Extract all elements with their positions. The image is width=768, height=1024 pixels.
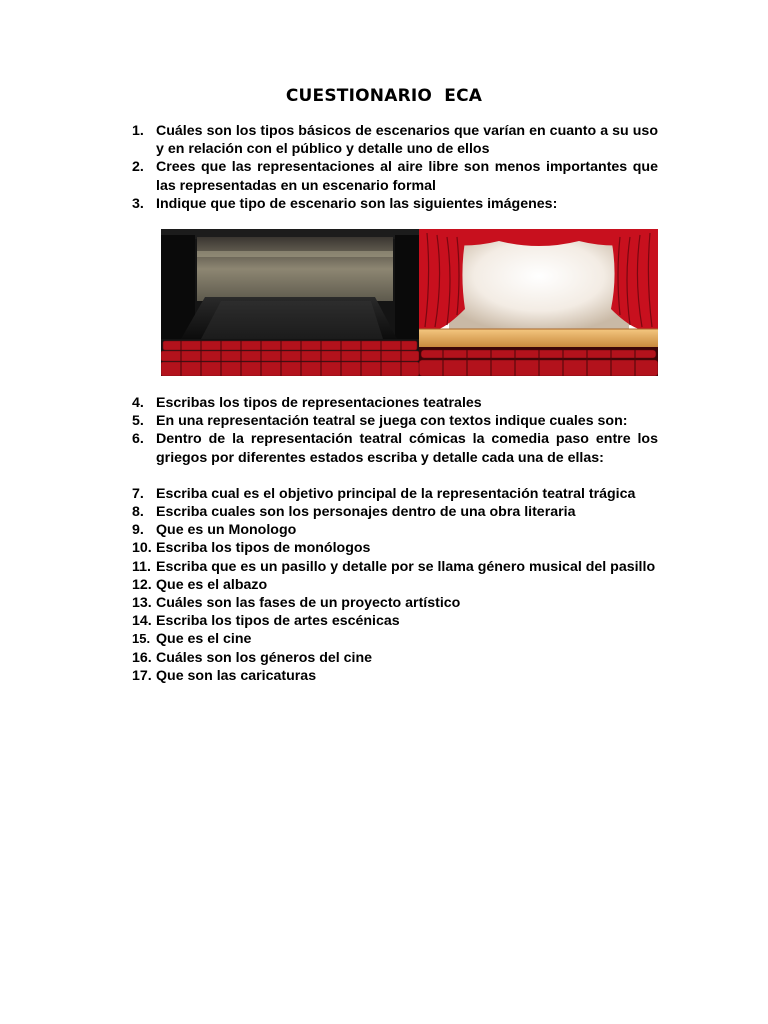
question-item — [132, 158, 658, 194]
question-list-part2 — [132, 394, 658, 685]
question-text: Escriba los tipos de monólogos — [156, 540, 371, 557]
question-text: Que es el albazo — [156, 576, 268, 593]
question-item — [132, 576, 658, 594]
question-number: 10. — [132, 540, 152, 557]
question-number: 16. — [132, 649, 152, 666]
question-item — [132, 630, 658, 648]
question-text: Escriba cual es el objetivo principal de la representación teatral trágica — [156, 485, 636, 502]
page-title: CUESTIONARIO ECA — [285, 86, 483, 106]
question-item — [132, 195, 658, 213]
question-item — [132, 667, 658, 685]
question-item — [132, 594, 658, 612]
question-number: 6. — [132, 431, 144, 448]
question-number: 5. — [132, 413, 144, 430]
question-number: 13. — [132, 595, 152, 612]
question-text: Escriba que es un pasillo y detalle por se llama género musical del pasillo — [156, 558, 656, 575]
question-item — [132, 503, 658, 521]
question-item — [132, 521, 658, 539]
question-number: 1. — [132, 123, 144, 139]
question-text: Cuáles son las fases de un proyecto artístico — [156, 595, 461, 612]
question-item — [132, 649, 658, 667]
question-text: Crees que las representaciones al aire libre son menos importantes que las representadas en un escenario formal — [156, 159, 658, 194]
question-number: 17. — [132, 667, 152, 684]
question-number: 14. — [132, 613, 152, 630]
question-item — [132, 430, 658, 466]
stage-images — [161, 229, 658, 376]
question-number: 3. — [132, 195, 144, 212]
question-text: Escribas los tipos de representaciones teatrales — [156, 395, 482, 411]
question-number: 8. — [132, 504, 144, 521]
question-number: 11. — [132, 558, 151, 575]
question-text: Cuáles son los tipos básicos de escenarios que varían en cuanto a su uso y en relación con el público y detalle uno de ellos — [156, 123, 658, 158]
question-item — [132, 412, 658, 430]
question-number: 2. — [132, 159, 144, 176]
question-text: Que es el cine — [156, 631, 252, 648]
question-text: Escriba los tipos de artes escénicas — [156, 613, 400, 630]
question-item — [132, 612, 658, 630]
question-list-part1 — [132, 122, 658, 213]
question-item — [132, 122, 658, 158]
question-number: 15. — [132, 631, 151, 647]
question-text: Que son las caricaturas — [156, 667, 317, 684]
question-text: Cuáles son los géneros del cine — [156, 649, 373, 666]
black-box-theater-stage-photo — [161, 229, 419, 376]
question-number: 4. — [132, 395, 144, 411]
question-text: En una representación teatral se juega con textos indique cuales son: — [156, 413, 628, 430]
red-curtain-proscenium-stage-photo — [419, 229, 658, 376]
question-number: 9. — [132, 522, 144, 539]
question-item — [132, 539, 658, 557]
question-text: Que es un Monologo — [156, 522, 297, 539]
question-text: Indique que tipo de escenario son las siguientes imágenes: — [156, 195, 558, 212]
question-text: Dentro de la representación teatral cómicas la comedia paso entre los griegos por diferentes estados escriba y detalle cada una de ellas: — [156, 431, 658, 466]
question-number: 12. — [132, 576, 152, 593]
question-item — [132, 485, 658, 503]
question-item — [132, 394, 658, 412]
question-item — [132, 558, 658, 576]
question-text: Escriba cuales son los personajes dentro de una obra literaria — [156, 504, 576, 521]
question-number: 7. — [132, 485, 144, 502]
